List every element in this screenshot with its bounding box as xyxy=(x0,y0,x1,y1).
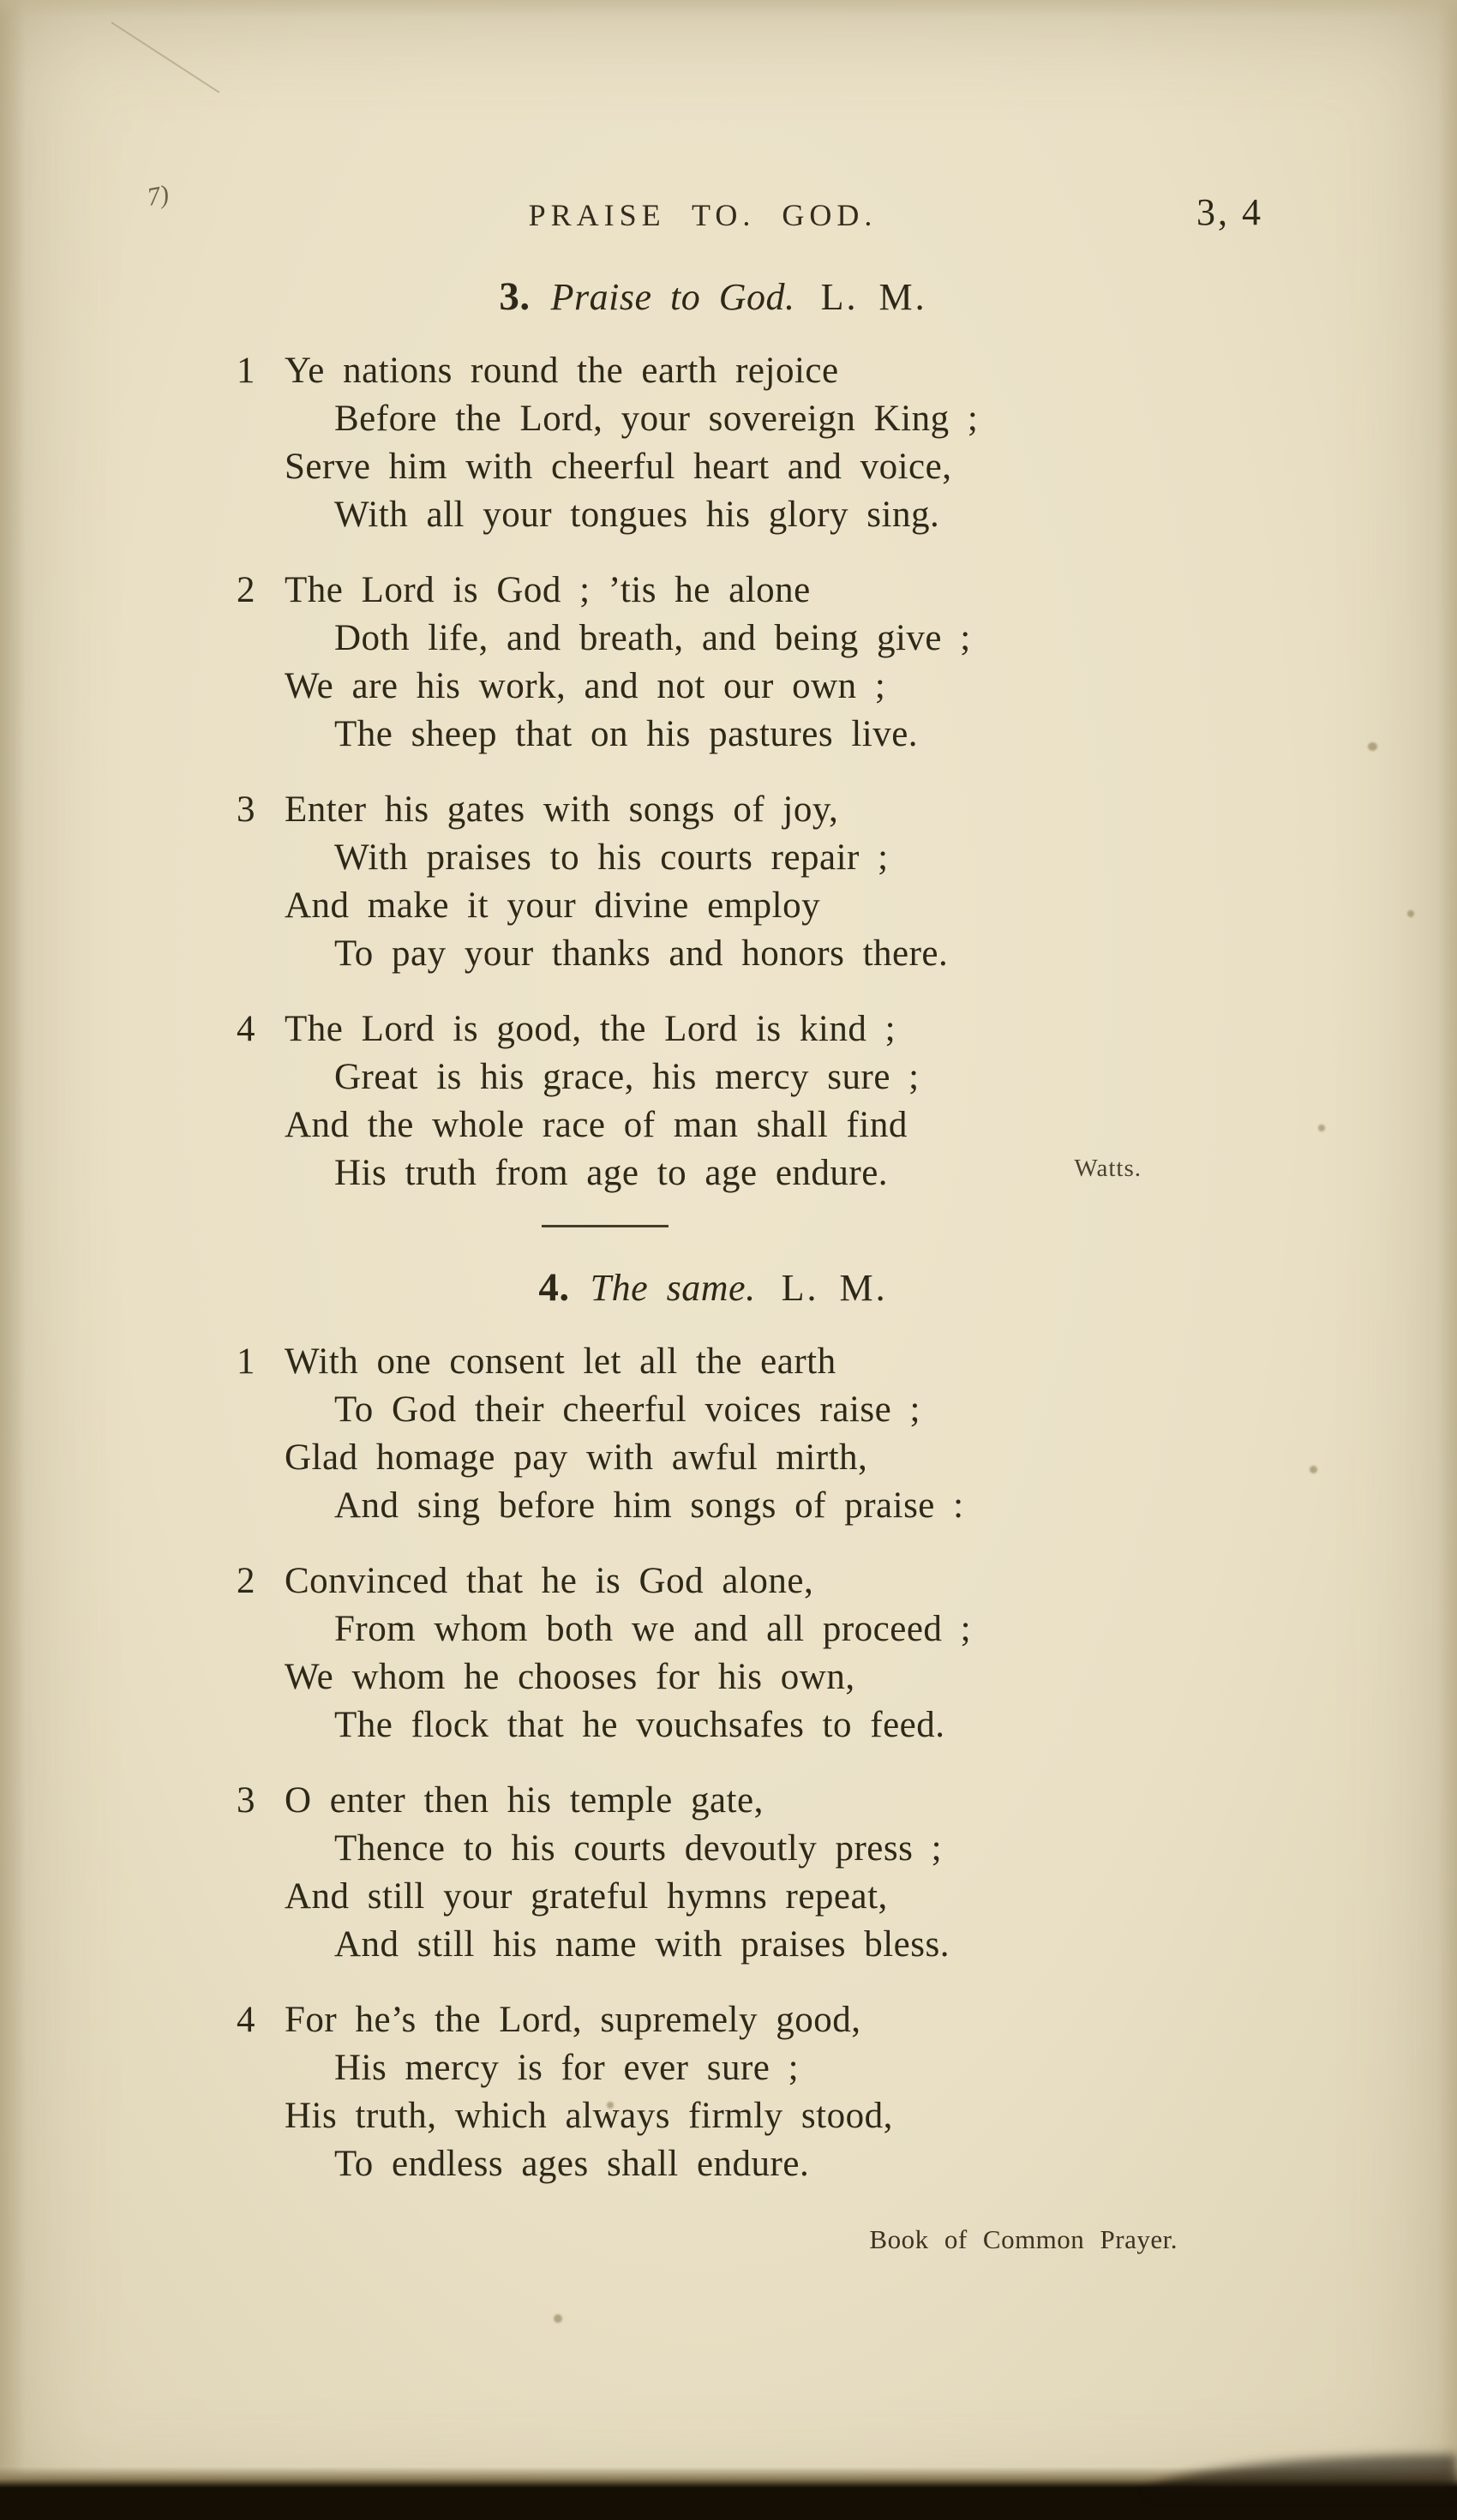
verse-number: 2 xyxy=(237,570,255,610)
verse-line: O enter then his temple gate, xyxy=(285,1780,764,1821)
foxing-speck xyxy=(1310,1466,1317,1473)
text-block xyxy=(237,273,1178,2264)
verse-line: With praises to his courts repair ; xyxy=(334,837,889,878)
hymn-heading xyxy=(285,1263,1142,1312)
handwritten-mark: 7) xyxy=(145,180,171,212)
foxing-speck xyxy=(1368,742,1377,751)
hymn-heading xyxy=(285,273,1142,321)
verse-line: And make it your divine employ xyxy=(285,885,821,926)
verse-line: With one consent let all the earth xyxy=(285,1341,836,1382)
verse-number: 2 xyxy=(237,1561,255,1601)
hymn-number: 4. xyxy=(538,1265,570,1310)
verse-line: To endless ages shall endure. xyxy=(334,2144,810,2184)
stanza xyxy=(237,1005,1142,1197)
verse-number: 1 xyxy=(237,1341,255,1382)
verse-line: His truth, which always firmly stood, xyxy=(285,2096,893,2136)
corner-crease-mark xyxy=(111,21,220,93)
verse-line: Thence to his courts devoutly press ; xyxy=(334,1828,943,1869)
verse-line: Convinced that he is God alone, xyxy=(285,1561,814,1601)
verse-line: His mercy is for ever sure ; xyxy=(334,2048,800,2088)
foxing-speck xyxy=(1318,1125,1325,1131)
running-header: PRAISE TO. GOD. xyxy=(528,198,878,232)
hymn-title: The same. xyxy=(590,1267,756,1309)
stanza xyxy=(237,347,1142,539)
verse-number: 3 xyxy=(237,1780,255,1821)
verse-line: To God their cheerful voices raise ; xyxy=(334,1389,920,1430)
page-edge-right-shadow xyxy=(1438,0,1457,2520)
hymn-4-section xyxy=(237,1263,1178,2264)
hymn-3-section xyxy=(237,273,1142,1227)
verse-line: Enter his gates with songs of joy, xyxy=(285,789,839,830)
verse-line: Ye nations round the earth rejoice xyxy=(285,351,839,391)
verse-number: 1 xyxy=(237,351,255,391)
verse-line: Glad homage pay with awful mirth, xyxy=(285,1437,868,1478)
hymn-meter: L. M. xyxy=(781,1267,888,1309)
verse-line: For he’s the Lord, supremely good, xyxy=(285,2000,861,2040)
verse-line: To pay your thanks and honors there. xyxy=(334,933,949,974)
attribution-bcp: Book of Common Prayer. xyxy=(869,2224,1178,2254)
hymn-meter: L. M. xyxy=(820,276,927,318)
verse-line: We are his work, and not our own ; xyxy=(285,666,886,706)
verse-line: The sheep that on his pastures live. xyxy=(334,714,919,754)
verse-line: And the whole race of man shall find xyxy=(285,1105,908,1145)
verse-line: The Lord is God ; ’tis he alone xyxy=(285,570,811,610)
verse-line: And still his name with praises bless. xyxy=(334,1924,950,1965)
verse-line: And still your grateful hymns repeat, xyxy=(285,1876,888,1917)
verse-line: From whom both we and all proceed ; xyxy=(334,1609,972,1649)
stanza xyxy=(237,1338,1142,1530)
stanza xyxy=(237,786,1142,978)
page-numbers: 3, 4 xyxy=(1196,191,1263,233)
verse-line: With all your tongues his glory sing. xyxy=(334,495,940,535)
hymn-number: 3. xyxy=(499,274,531,319)
verse-line: And sing before him songs of praise : xyxy=(334,1485,964,1526)
verse-line: Serve him with cheerful heart and voice, xyxy=(285,447,952,487)
verse-line: His truth from age to age endure. xyxy=(334,1153,889,1193)
stanza xyxy=(237,1557,1142,1749)
verse-number: 3 xyxy=(237,789,255,830)
verse-line: The flock that he vouchsafes to feed. xyxy=(334,1705,945,1745)
foxing-speck xyxy=(554,2314,562,2323)
stanza xyxy=(237,1777,1142,1969)
stanza xyxy=(237,1996,1142,2188)
verse-line: We whom he chooses for his own, xyxy=(285,1657,855,1697)
hymn-title: Praise to God. xyxy=(550,276,795,318)
foxing-speck xyxy=(1407,910,1414,917)
verse-number: 4 xyxy=(237,1009,255,1049)
verse-line: Great is his grace, his mercy sure ; xyxy=(334,1057,920,1097)
verse-line: Doth life, and breath, and being give ; xyxy=(334,618,971,658)
page-edge-top-shadow xyxy=(0,0,1457,17)
stanza xyxy=(237,567,1142,759)
bottom-right-shadow xyxy=(1148,2455,1457,2494)
verse-number: 4 xyxy=(237,2000,255,2040)
verse-line: Before the Lord, your sovereign King ; xyxy=(334,399,979,439)
attribution-watts: Watts. xyxy=(1074,1155,1142,1182)
page-edge-left-shadow xyxy=(0,0,26,2520)
section-divider xyxy=(542,1225,669,1227)
verse-line: The Lord is good, the Lord is kind ; xyxy=(285,1009,896,1049)
